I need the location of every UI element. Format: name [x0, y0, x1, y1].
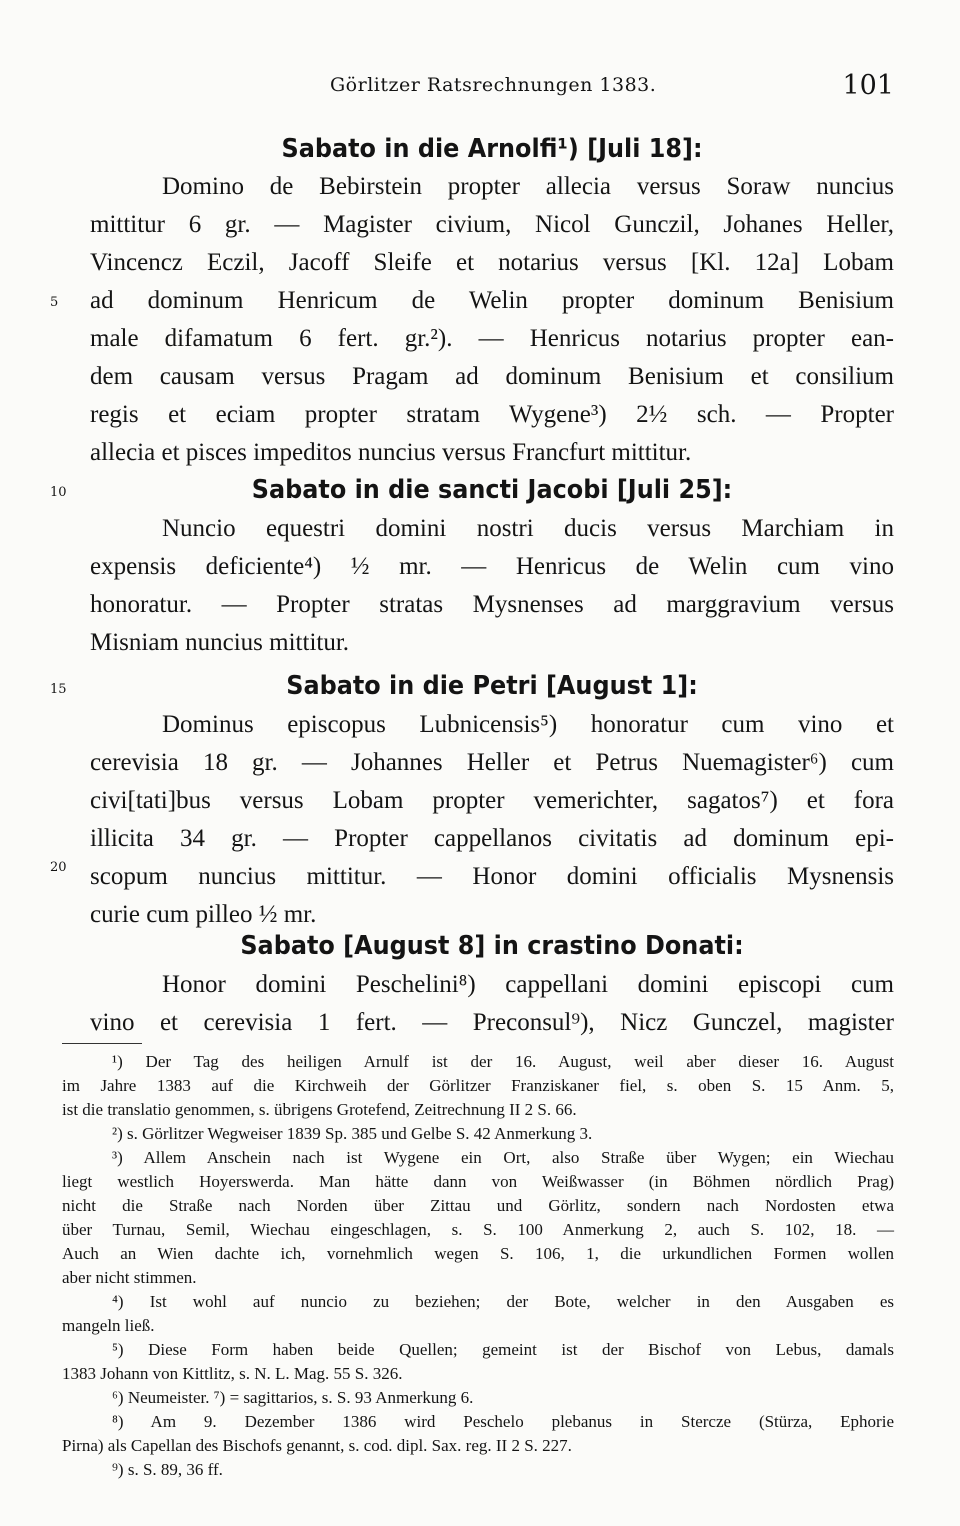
line-number: 5 [50, 295, 59, 310]
footnote-line: ⁹) s. S. 89, 36 ff. [112, 1460, 223, 1479]
text-line: expensis deficiente⁴) ½ mr. — Henricus de Welin cum vino [90, 553, 894, 580]
text-line: Misniam nuncius mittitur. [90, 629, 350, 656]
section-heading: Sabato in die Petri [August 1]: [286, 671, 698, 701]
text-line: Honor domini Peschelini⁸) cappellani domini episcopi cum [162, 971, 894, 998]
footnote-line: 1383 Johann von Kittlitz, s. N. L. Mag. 55 S. 326. [62, 1364, 403, 1383]
text-line: mittitur 6 gr. — Magister civium, Nicol Gunczil, Johanes Heller, [90, 211, 894, 238]
text-line: cerevisia 18 gr. — Johannes Heller et Petrus Nuemagister⁶) cum [90, 749, 894, 776]
running-title: Görlitzer Ratsrechnungen 1383. [330, 74, 657, 96]
footnote-rule [62, 1043, 142, 1044]
text-line: civi[tati]bus versus Lobam propter vemerichter, sagatos⁷) et fora [90, 787, 894, 814]
text-line: Dominus episcopus Lubnicensis⁵) honoratur cum vino et [162, 711, 894, 738]
footnote-line: Auch an Wien dachte ich, vornehmlich wegen S. 106, 1, die urkundlichen Formen wollen [62, 1244, 894, 1263]
footnote-line: ⁸) Am 9. Dezember 1386 wird Peschelo plebanus in Stercze (Stürza, Ephorie [112, 1412, 894, 1431]
text-line: scopum nuncius mittitur. — Honor domini officialis Mysnensis [90, 863, 894, 890]
footnote-line: mangeln ließ. [62, 1316, 155, 1335]
text-line: vino et cerevisia 1 fert. — Preconsul⁹), Nicz Gunczel, magister [90, 1009, 894, 1036]
running-head [90, 70, 894, 104]
text-line: ad dominum Henricum de Welin propter dominum Benisium [90, 287, 894, 314]
text-line: regis et eciam propter stratam Wygene³) 2½ sch. — Propter [90, 401, 894, 428]
text-line: illicita 34 gr. — Propter cappellanos civitatis ad dominum epi- [90, 825, 894, 852]
text-line: allecia et pisces impeditos nuncius versus Francfurt mittitur. [90, 439, 692, 466]
text-line: Vincencz Eczil, Jacoff Sleife et notarius versus [Kl. 12a] Lobam [90, 249, 894, 276]
line-number: 20 [50, 860, 67, 875]
footnote-line: im Jahre 1383 auf die Kirchweih der Görlitzer Franziskaner fiel, s. oben S. 15 Anm. 5, [62, 1076, 894, 1095]
footnote-line: ³) Allem Anschein nach ist Wygene ein Ort, also Straße über Wygen; ein Wiechau [112, 1148, 894, 1167]
footnote-line: aber nicht stimmen. [62, 1268, 197, 1287]
text-line: honoratur. — Propter stratas Mysnenses ad marggravium versus [90, 591, 894, 618]
footnote-line: nicht die Straße nach Norden über Zittau und Görlitz, sondern nach Nordosten etwa [62, 1196, 894, 1215]
footnote-line: liegt westlich Hoyerswerda. Man hätte dann von Weißwasser (in Böhmen nördlich Prag) [62, 1172, 894, 1191]
footnote-line: ⁵) Diese Form haben beide Quellen; gemeint ist der Bischof von Lebus, damals [112, 1340, 894, 1359]
footnote-line: ist die translatio genommen, s. übrigens Grotefend, Zeitrechnung II 2 S. 66. [62, 1100, 577, 1119]
footnote-line: ¹) Der Tag des heiligen Arnulf ist der 16. August, weil aber dieser 16. August [112, 1052, 894, 1071]
footnote-line: über Turnau, Semil, Wiechau eingeschlagen, s. S. 100 Anmerkung 2, auch S. 102, 18. — [62, 1220, 894, 1239]
text-line: Nuncio equestri domini nostri ducis versus Marchiam in [162, 515, 894, 542]
footnote-line: ⁶) Neumeister. ⁷) = sagittarios, s. S. 93 Anmerkung 6. [112, 1388, 474, 1407]
footnote-line: Pirna) als Capellan des Bischofs genannt, s. cod. dipl. Sax. reg. II 2 S. 227. [62, 1436, 572, 1455]
section-heading: Sabato in die sancti Jacobi [Juli 25]: [251, 475, 733, 505]
line-number: 10 [50, 485, 67, 500]
page-number: 101 [842, 70, 894, 101]
section-heading: Sabato [August 8] in crastino Donati: [240, 931, 744, 961]
text-line: curie cum pilleo ½ mr. [90, 901, 317, 928]
line-number: 15 [50, 682, 67, 697]
text-line: Domino de Bebirstein propter allecia versus Soraw nuncius [162, 173, 894, 200]
text-line: dem causam versus Pragam ad dominum Benisium et consilium [90, 363, 894, 390]
footnote-line: ⁴) Ist wohl auf nuncio zu beziehen; der Bote, welcher in den Ausgaben es [112, 1292, 894, 1311]
section-heading: Sabato in die Arnolfi¹) [Juli 18]: [281, 134, 703, 164]
footnote-line: ²) s. Görlitzer Wegweiser 1839 Sp. 385 und Gelbe S. 42 Anmerkung 3. [112, 1124, 593, 1143]
text-line: male difamatum 6 fert. gr.²). — Henricus notarius propter ean- [90, 325, 894, 352]
